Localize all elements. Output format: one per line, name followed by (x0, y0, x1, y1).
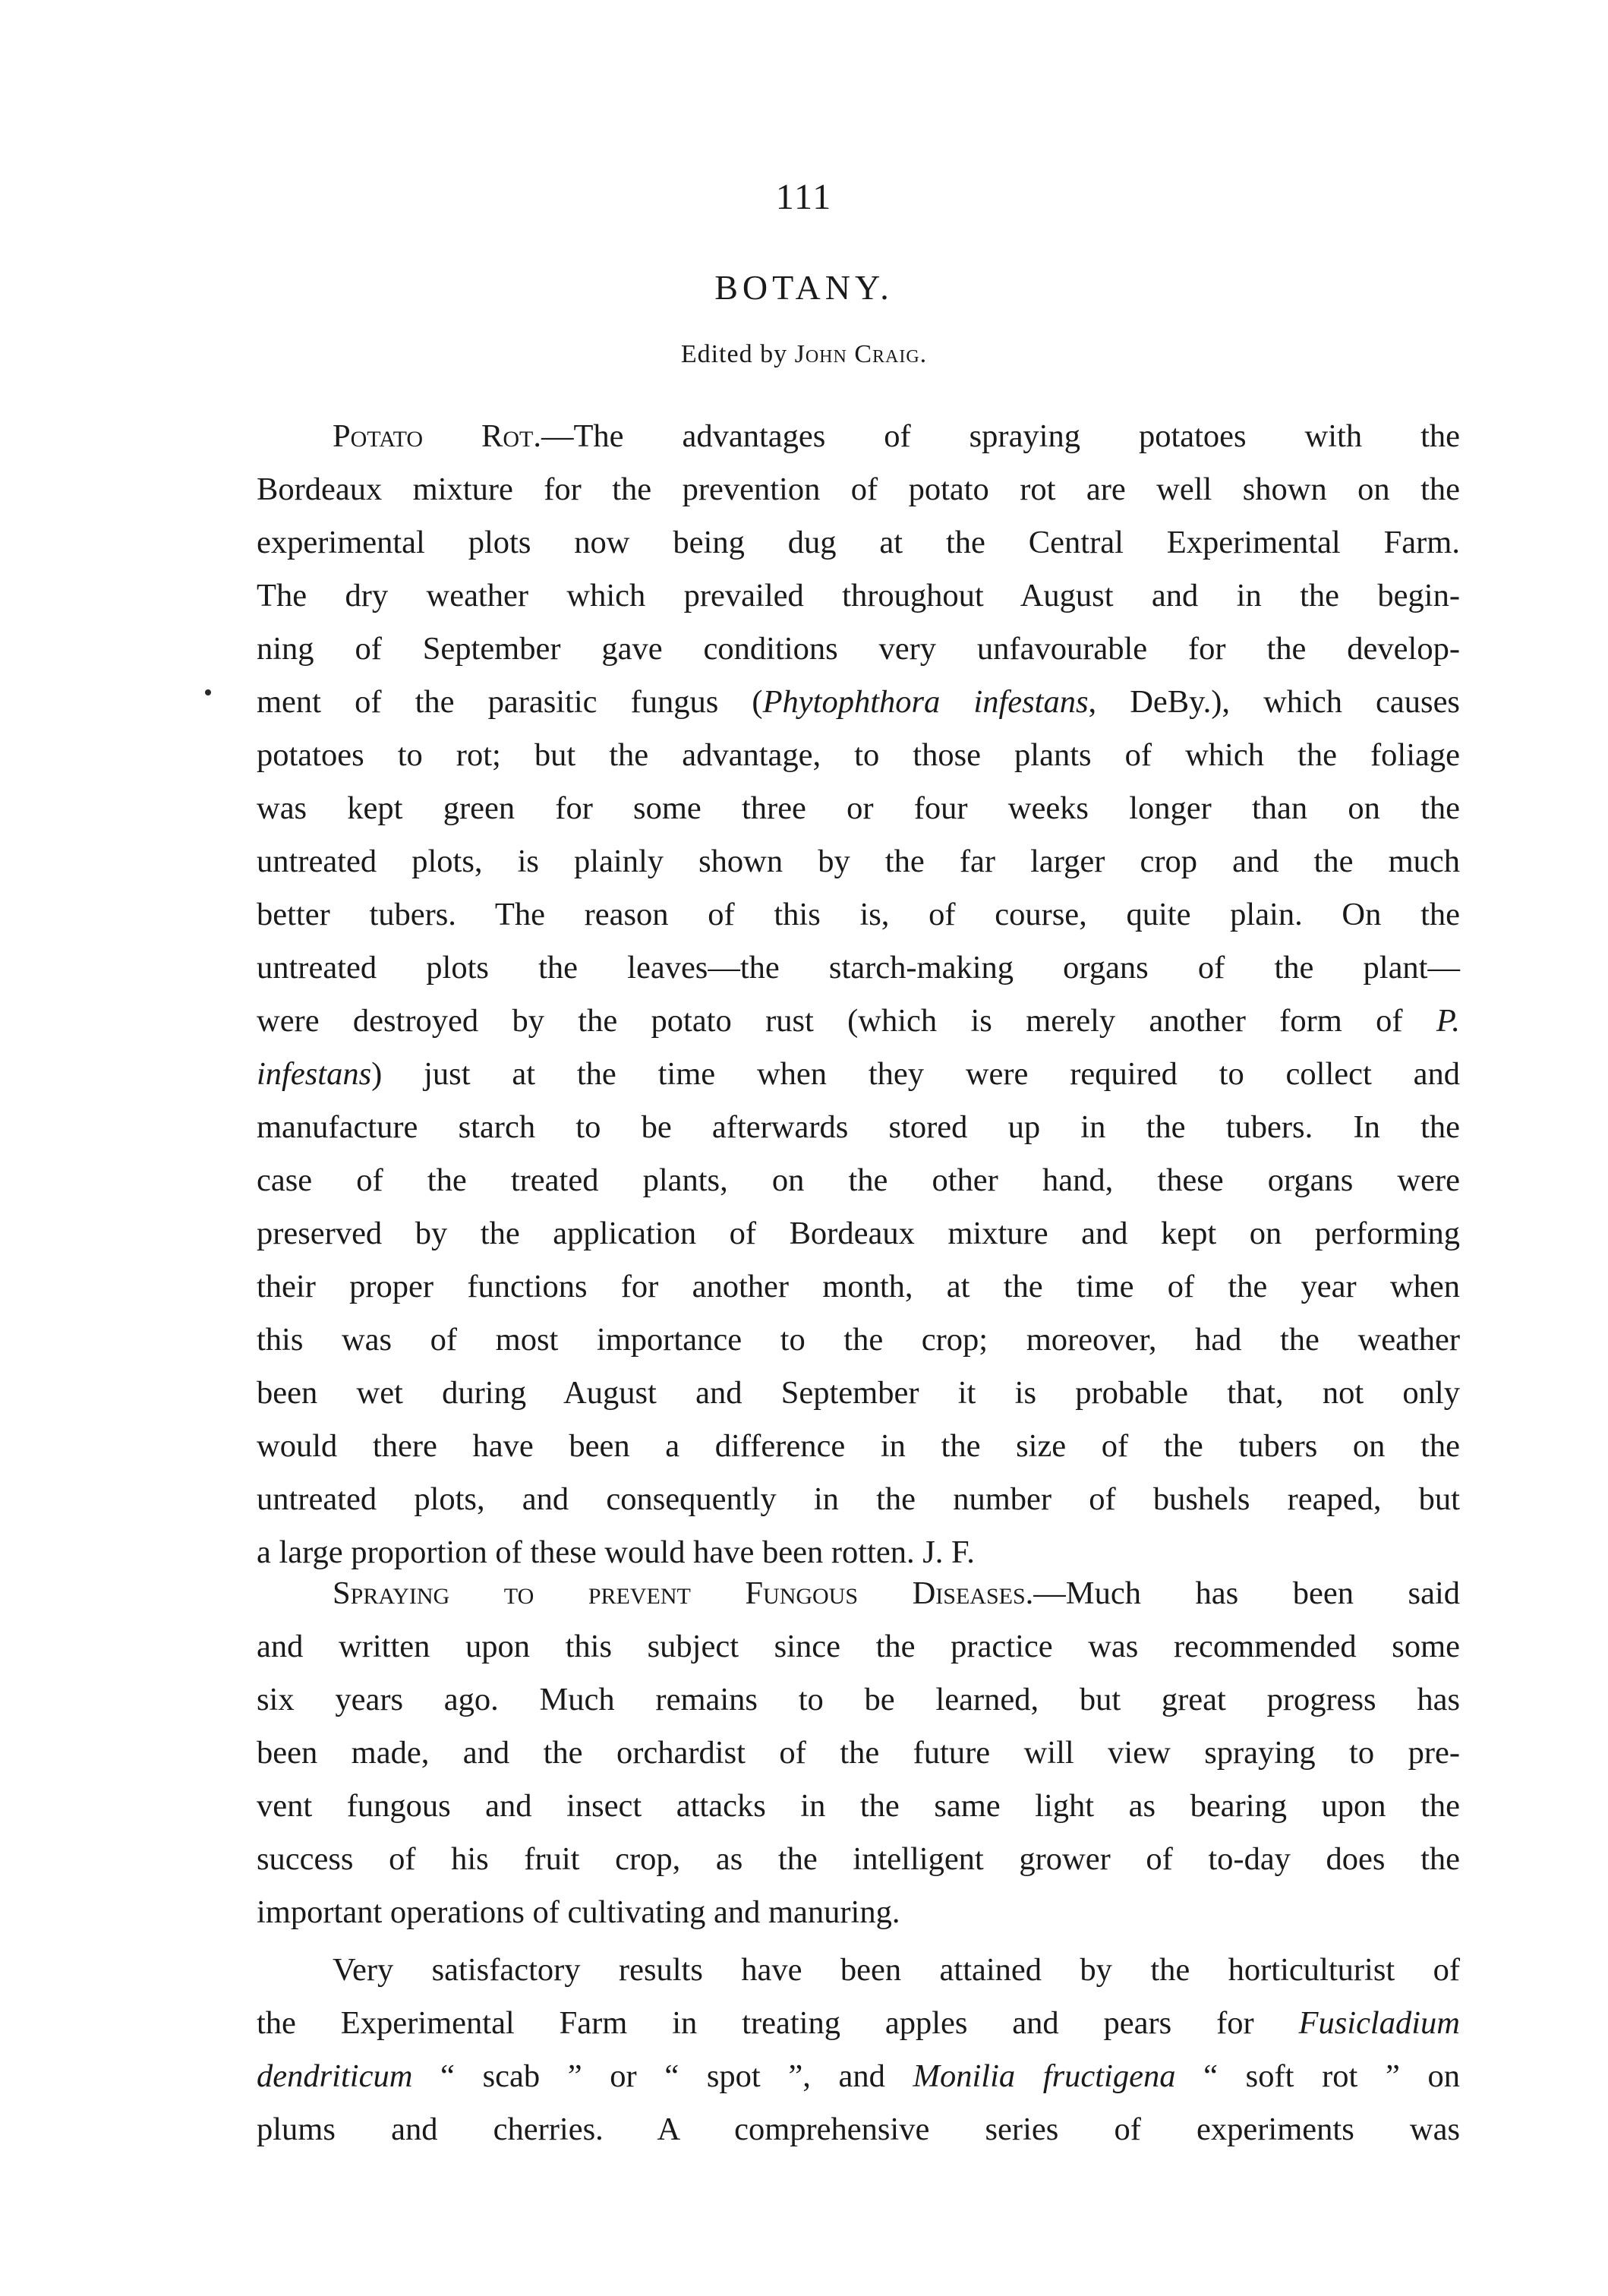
text-line: would there have been a difference in the size of the tubers on the (257, 1428, 1460, 1464)
paragraph-results (257, 1944, 1460, 2156)
text-line: The dry weather which prevailed throughout August and in the begin- (257, 578, 1460, 613)
paragraph-heading: Potato Rot. (333, 418, 541, 454)
text-line: experimental plots now being dug at the Central Experimental Farm. (257, 525, 1460, 560)
text-line: and written upon this subject since the practice was recommended some (257, 1629, 1460, 1664)
text-line: potatoes to rot; but the advantage, to those plants of which the foliage (257, 737, 1460, 773)
text-line: Potato Rot.—The advantages of spraying potatoes with the (333, 418, 1460, 454)
text-line: the Experimental Farm in treating apples and pears for Fusicladium (257, 2005, 1460, 2041)
species-name: Phytophthora infestans (762, 684, 1089, 720)
text-line: untreated plots, is plainly shown by the far larger crop and the much (257, 844, 1460, 879)
text-line: this was of most importance to the crop; moreover, had the weather (257, 1322, 1460, 1358)
text-line: Spraying to prevent Fungous Diseases.—Much has been said (333, 1575, 1461, 1611)
text-line: dendriticum “ scab ” or “ spot ”, and Monilia fructigena “ soft rot ” on (257, 2058, 1460, 2094)
text-line: been made, and the orchardist of the future will view spraying to pre- (257, 1735, 1460, 1771)
text-line: case of the treated plants, on the other hand, these organs were (257, 1162, 1460, 1198)
editor-line (0, 340, 1608, 369)
text-line: was kept green for some three or four weeks longer than on the (257, 790, 1460, 826)
species-name: infestans (257, 1056, 372, 1092)
text-line: vent fungous and insect attacks in the same light as bearing upon the (257, 1788, 1460, 1824)
text-line: were destroyed by the potato rust (which is merely another form of P. (257, 1003, 1460, 1039)
paragraph-heading: Spraying to prevent Fungous Diseases. (333, 1575, 1034, 1611)
text-line: infestans) just at the time when they were required to collect and (257, 1056, 1460, 1092)
editor-name: John Craig. (794, 340, 928, 368)
text-line: a large proportion of these would have been rotten. J. F. (257, 1534, 975, 1570)
text-line: ment of the parasitic fungus (Phytophthora infestans, DeBy.), which causes (257, 684, 1460, 720)
section-title: BOTANY. (714, 268, 894, 307)
text-line: better tubers. The reason of this is, of course, quite plain. On the (257, 897, 1460, 932)
text-line: untreated plots, and consequently in the number of bushels reaped, but (257, 1481, 1460, 1517)
margin-mark (205, 689, 211, 695)
paragraph-spraying (257, 1567, 1460, 1939)
text-line: success of his fruit crop, as the intelligent grower of to-day does the (257, 1841, 1460, 1877)
text-line: their proper functions for another month, at the time of the year when (257, 1269, 1460, 1304)
text-line: preserved by the application of Bordeaux mixture and kept on performing (257, 1216, 1460, 1251)
text-line: Very satisfactory results have been attained by the horticulturist of (333, 1952, 1460, 1988)
species-name: dendriticum (257, 2058, 413, 2094)
species-name: P. (1436, 1003, 1460, 1039)
text-line: untreated plots the leaves—the starch-making organs of the plant— (257, 950, 1460, 986)
text-line: six years ago. Much remains to be learned, but great progress has (257, 1682, 1460, 1717)
editor-prefix: Edited by (680, 340, 788, 368)
species-name: Fusicladium (1298, 2005, 1460, 2041)
text-line: ning of September gave conditions very unfavourable for the develop- (257, 631, 1460, 667)
text-line: important operations of cultivating and manuring. (257, 1894, 900, 1930)
page-number: 111 (775, 177, 833, 217)
text-line: Bordeaux mixture for the prevention of potato rot are well shown on the (257, 472, 1460, 507)
paragraph-potato-rot (257, 410, 1460, 1579)
text-line: plums and cherries. A comprehensive series of experiments was (257, 2112, 1460, 2147)
species-name: Monilia fructigena (913, 2058, 1176, 2094)
text-line: been wet during August and September it is probable that, not only (257, 1375, 1460, 1411)
text-line: manufacture starch to be afterwards stored up in the tubers. In the (257, 1109, 1460, 1145)
